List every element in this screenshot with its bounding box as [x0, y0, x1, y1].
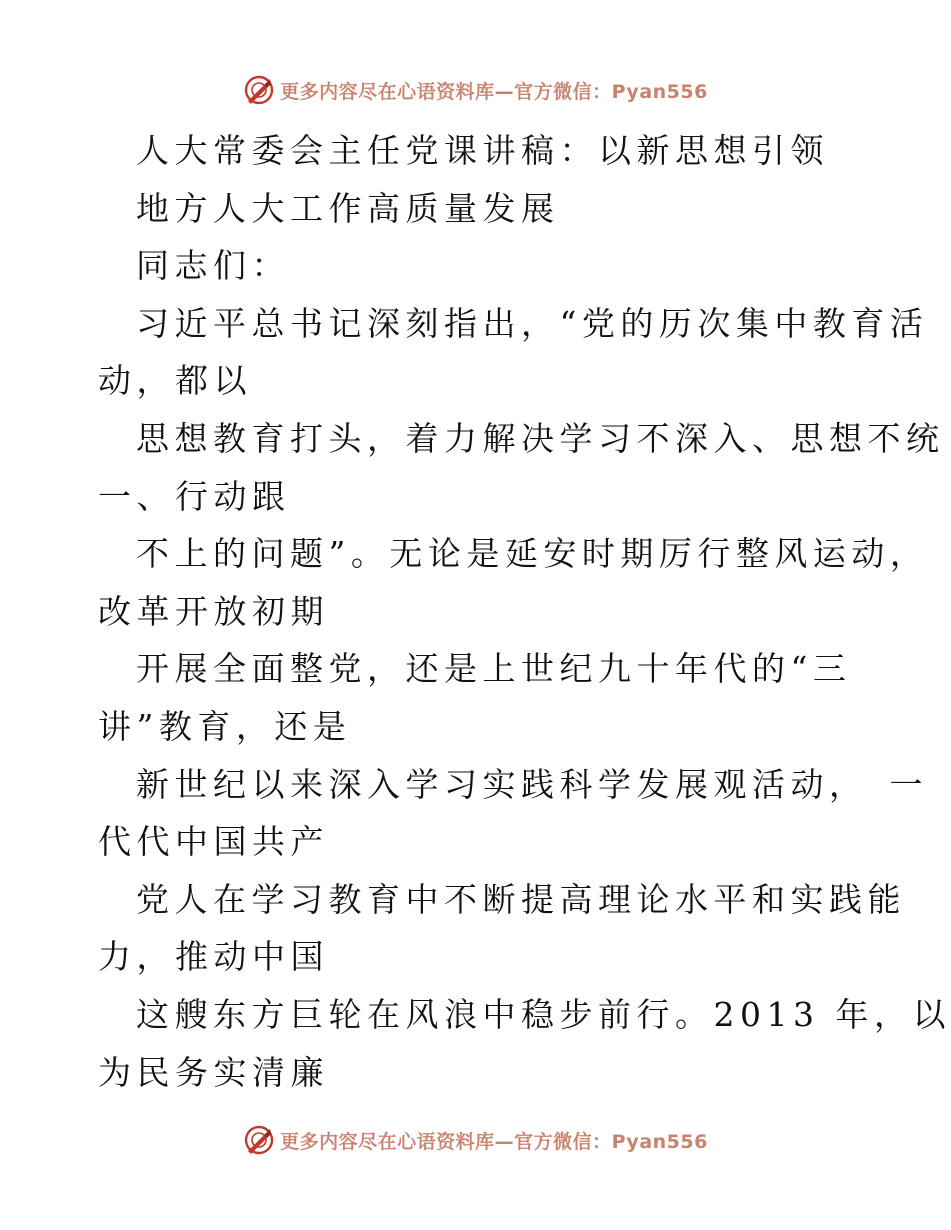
banner-text: 更多内容尽在心语资料库—官方微信：Pyan556 — [280, 80, 708, 103]
footer-banner — [0, 1120, 950, 1160]
doc-line: 习近平总书记深刻指出，“党的历次集中教育活 — [136, 303, 929, 343]
doc-line: 力，推动中国 — [98, 937, 329, 977]
doc-line: 为民务实清廉 — [98, 1052, 329, 1092]
doc-line: 动，都以 — [98, 361, 252, 401]
brand-logo-icon — [242, 73, 276, 107]
doc-line: 一、行动跟 — [98, 476, 291, 516]
doc-line: 地方人大工作高质量发展 — [136, 188, 560, 228]
doc-line: 不上的问题”。无论是延安时期厉行整风运动， — [136, 534, 929, 574]
banner-text: 更多内容尽在心语资料库—官方微信：Pyan556 — [280, 1130, 708, 1153]
doc-line: 改革开放初期 — [98, 591, 329, 631]
doc-line: 开展全面整党，还是上世纪九十年代的“三 — [136, 649, 852, 689]
document-body — [98, 122, 951, 1101]
doc-line: 思想教育打头，着力解决学习不深入、思想不统 — [136, 418, 945, 458]
doc-line: 代代中国共产 — [98, 822, 329, 862]
doc-line: 人大常委会主任党课讲稿：以新思想引领 — [136, 131, 829, 170]
header-banner — [0, 70, 950, 110]
doc-line: 讲”教育，还是 — [98, 706, 352, 746]
doc-line: 党人在学习教育中不断提高理论水平和实践能 — [136, 879, 906, 919]
doc-line: 新世纪以来深入学习实践科学发展观活动， 一 — [136, 764, 928, 804]
brand-logo-icon — [242, 1123, 276, 1157]
doc-line: 同志们： — [136, 246, 290, 286]
doc-line: 这艘东方巨轮在风浪中稳步前行。2013 年，以 — [136, 994, 951, 1034]
